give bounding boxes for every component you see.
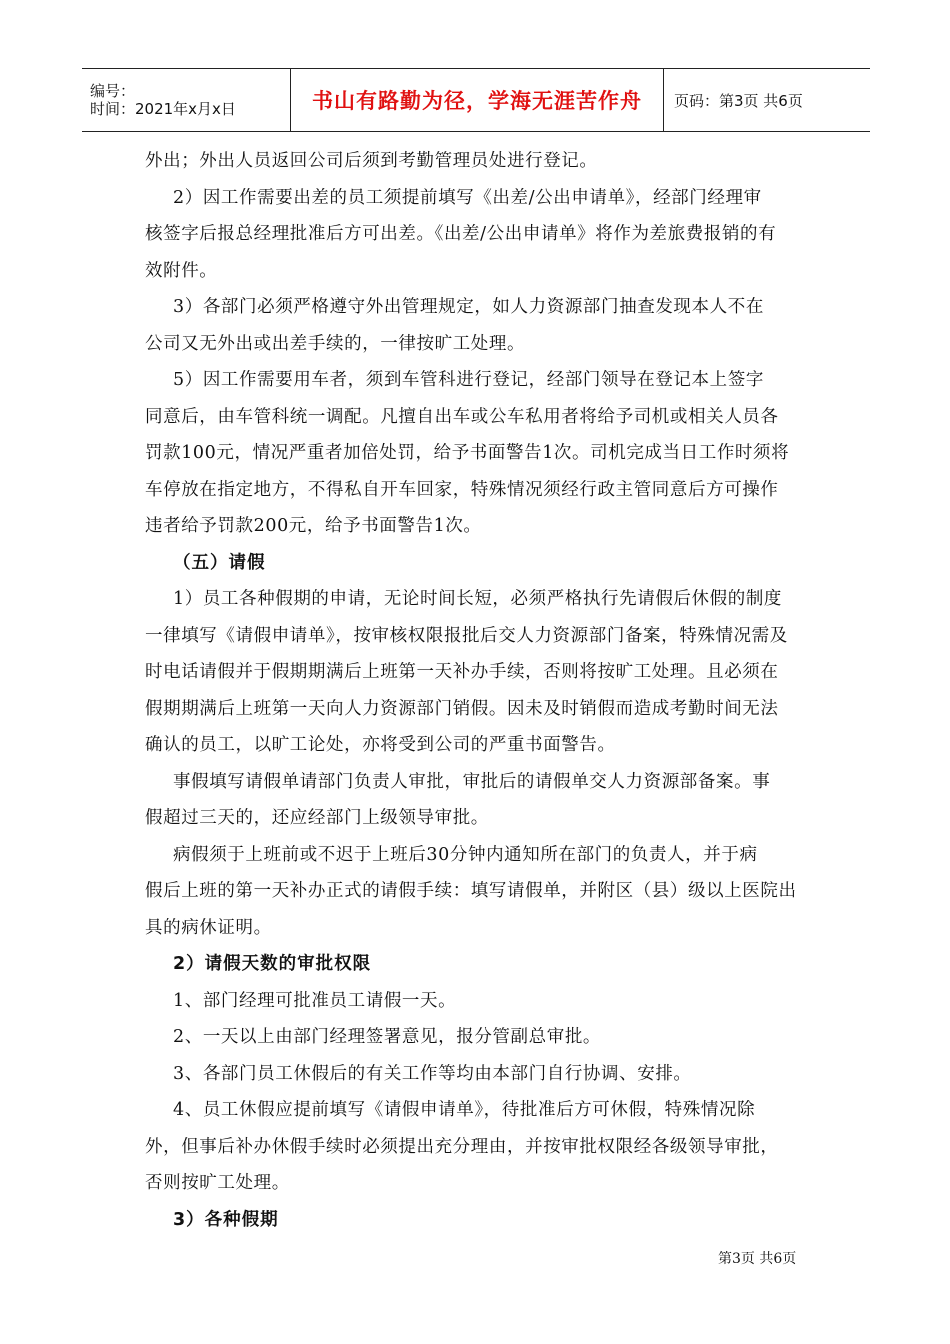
body-line: 3、各部门员工休假后的有关工作等均由本部门自行协调、安排。 <box>173 1063 692 1084</box>
number-label: 编号： <box>90 82 136 100</box>
section-heading: 3）各种假期 <box>173 1209 279 1230</box>
page-footer: 第3页 共6页 <box>718 1251 797 1267</box>
document-body <box>145 143 810 1238</box>
body-line: 2、一天以上由部门经理签署意见，报分管副总审批。 <box>173 1027 602 1047</box>
body-line: 时电话请假并于假期期满后上班第一天补办手续，否则将按旷工处理。且必须在 <box>145 662 779 682</box>
body-line: 2）因工作需要出差的员工须提前填写《出差/公出申请单》，经部门经理审 <box>173 187 762 208</box>
body-line: 假后上班的第一天补办正式的请假手续：填写请假单，并附区（县）级以上医院出 <box>145 881 797 901</box>
page-header <box>82 68 870 132</box>
body-line: 病假须于上班前或不迟于上班后30分钟内通知所在部门的负责人，并于病 <box>173 844 758 865</box>
body-line: 假期期满后上班第一天向人力资源部门销假。因未及时销假而造成考勤时间无法 <box>145 698 779 719</box>
body-line: 1、部门经理可批准员工请假一天。 <box>173 990 457 1011</box>
body-line: 外，但事后补办休假手续时必须提出充分理由，并按审批权限经各级领导审批， <box>145 1136 779 1157</box>
header-meta <box>82 69 291 131</box>
body-line: 确认的员工，以旷工论处，亦将受到公司的严重书面警告。 <box>145 735 616 755</box>
header-page-label: 页码：第3页 共6页 <box>674 91 803 110</box>
body-line: 公司又无外出或出差手续的，一律按旷工处理。 <box>145 333 526 354</box>
body-line: 罚款100元，情况严重者加倍处罚，给予书面警告1次。司机完成当日工作时须将 <box>145 443 790 463</box>
time-label: 时间：2021年x月x日 <box>90 100 236 118</box>
body-line: 违者给予罚款200元，给予书面警告1次。 <box>145 516 482 536</box>
body-line: 具的病休证明。 <box>145 917 272 938</box>
body-line: 4、员工休假应提前填写《请假申请单》，待批准后方可休假，特殊情况除 <box>173 1100 756 1120</box>
body-line: 外出；外出人员返回公司后须到考勤管理员处进行登记。 <box>145 151 598 171</box>
body-line: 1）员工各种假期的申请，无论时间长短，必须严格执行先请假后休假的制度 <box>173 589 783 609</box>
body-line: 车停放在指定地方，不得私自开车回家，特殊情况须经行政主管同意后方可操作 <box>145 479 779 500</box>
body-line: 否则按旷工处理。 <box>145 1173 290 1193</box>
body-line: 假超过三天的，还应经部门上级领导审批。 <box>145 808 489 828</box>
body-line: 一律填写《请假申请单》，按审核权限报批后交人力资源部门备案，特殊情况需及 <box>145 625 788 646</box>
body-line: 事假填写请假单请部门负责人审批，审批后的请假单交人力资源部备案。事 <box>173 771 771 792</box>
motto: 书山有路勤为径，学海无涯苦作舟 <box>291 69 664 131</box>
body-line: 核签字后报总经理批准后方可出差。《出差/公出申请单》将作为差旅费报销的有 <box>145 224 777 244</box>
section-heading: （五）请假 <box>173 552 266 573</box>
section-heading: 2）请假天数的审批权限 <box>173 954 372 974</box>
body-line: 5）因工作需要用车者，须到车管科进行登记，经部门领导在登记本上签字 <box>173 370 764 390</box>
body-line: 效附件。 <box>145 260 218 281</box>
body-line: 3）各部门必须严格遵守外出管理规定，如人力资源部门抽查发现本人不在 <box>173 297 764 317</box>
body-line: 同意后，由车管科统一调配。凡擅自出车或公车私用者将给予司机或相关人员各 <box>145 406 779 427</box>
